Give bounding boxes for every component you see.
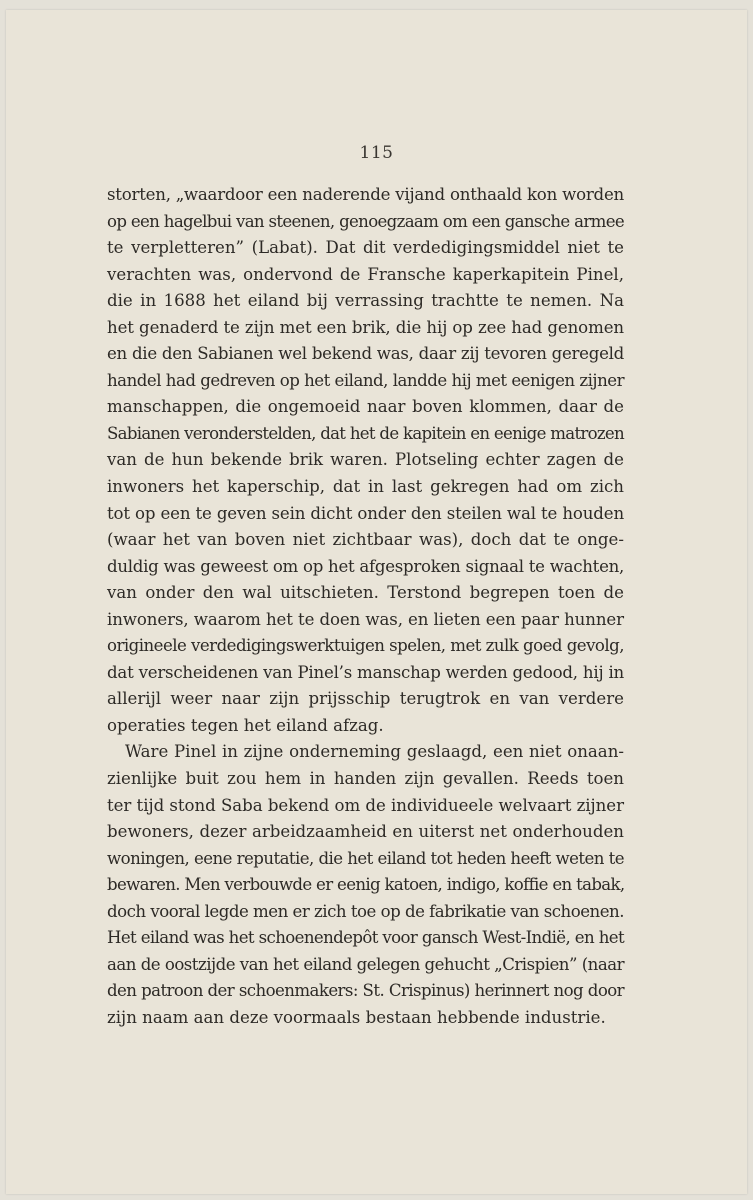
text-line: handel had gedreven op het eiland, landde hij met eenigen zijner — [107, 370, 625, 390]
text-line: allerijl weer naar zijn prijsschip terugtrok en van verdere — [107, 689, 624, 709]
text-line: van onder den wal uitschieten. Terstond begrepen toen de — [107, 583, 624, 603]
text-line: woningen, eene reputatie, die het eiland tot heden heeft weten te — [107, 848, 625, 868]
text-line: duldig was geweest om op het afgesproken signaal te wachten, — [107, 556, 625, 576]
text-line: dat verscheidenen van Pinel’s manschap werden gedood, hij in — [107, 662, 624, 682]
text-line: aan de oostzijde van het eiland gelegen gehucht „Crispien” (naar — [107, 954, 625, 974]
text-line: tot op een te geven sein dicht onder den steilen wal te houden — [107, 503, 624, 523]
text-line: inwoners het kaperschip, dat in last gekregen had om zich — [107, 477, 624, 497]
paragraph-end-line: zijn naam aan deze voormaals bestaan hebbende industrie. — [107, 1007, 606, 1027]
text-line: van de hun bekende brik waren. Plotseling echter zagen de — [107, 450, 624, 470]
text-line: (waar het van boven niet zichtbaar was), doch dat te onge- — [107, 530, 624, 550]
text-line: den patroon der schoenmakers: St. Crispinus) herinnert nog door — [107, 981, 624, 1001]
text-line: bewaren. Men verbouwde er eenig katoen, indigo, koffie en tabak, — [107, 875, 625, 895]
paragraph-start-line: Ware Pinel in zijne onderneming geslaagd, een niet onaan- — [125, 742, 624, 762]
paragraph-end-line: operaties tegen het eiland afzag. — [107, 715, 384, 735]
text-line: die in 1688 het eiland bij verrassing trachtte te nemen. Na — [107, 291, 624, 311]
text-line: verachten was, ondervond de Fransche kaperkapitein Pinel, — [107, 264, 624, 284]
text-line: ter tijd stond Saba bekend om de individueele welvaart zijner — [107, 795, 624, 815]
text-line: storten, „waardoor een naderende vijand onthaald kon worden — [107, 185, 624, 204]
text-line: op een hagelbui van steenen, genoegzaam om een gansche armee — [107, 211, 625, 231]
text-line: bewoners, dezer arbeidzaamheid en uiterst net onderhouden — [107, 822, 624, 842]
text-line: en die den Sabianen wel bekend was, daar zij tevoren geregeld — [107, 344, 624, 364]
text-line: Het eiland was het schoenendepôt voor gansch West-Indië, en het — [107, 928, 625, 948]
text-line: manschappen, die ongemoeid naar boven klommen, daar de — [107, 397, 624, 417]
text-line: Sabianen veronderstelden, dat het de kapitein en eenige matrozen — [107, 423, 625, 443]
text-line: origineele verdedigingswerktuigen spelen, met zulk goed gevolg, — [107, 636, 624, 656]
page-number: 115 — [359, 143, 394, 163]
text-line: zienlijke buit zou hem in handen zijn gevallen. Reeds toen — [107, 769, 624, 789]
book-page — [6, 10, 747, 1194]
text-line: doch vooral legde men er zich toe op de fabrikatie van schoenen. — [107, 901, 624, 921]
text-line: te verpletteren” (Labat). Dat dit verdedigingsmiddel niet te — [107, 238, 624, 258]
text-line: het genaderd te zijn met een brik, die hij op zee had genomen — [107, 317, 625, 337]
text-line: inwoners, waarom het te doen was, en lieten een paar hunner — [107, 609, 624, 629]
body-text — [107, 182, 624, 1032]
